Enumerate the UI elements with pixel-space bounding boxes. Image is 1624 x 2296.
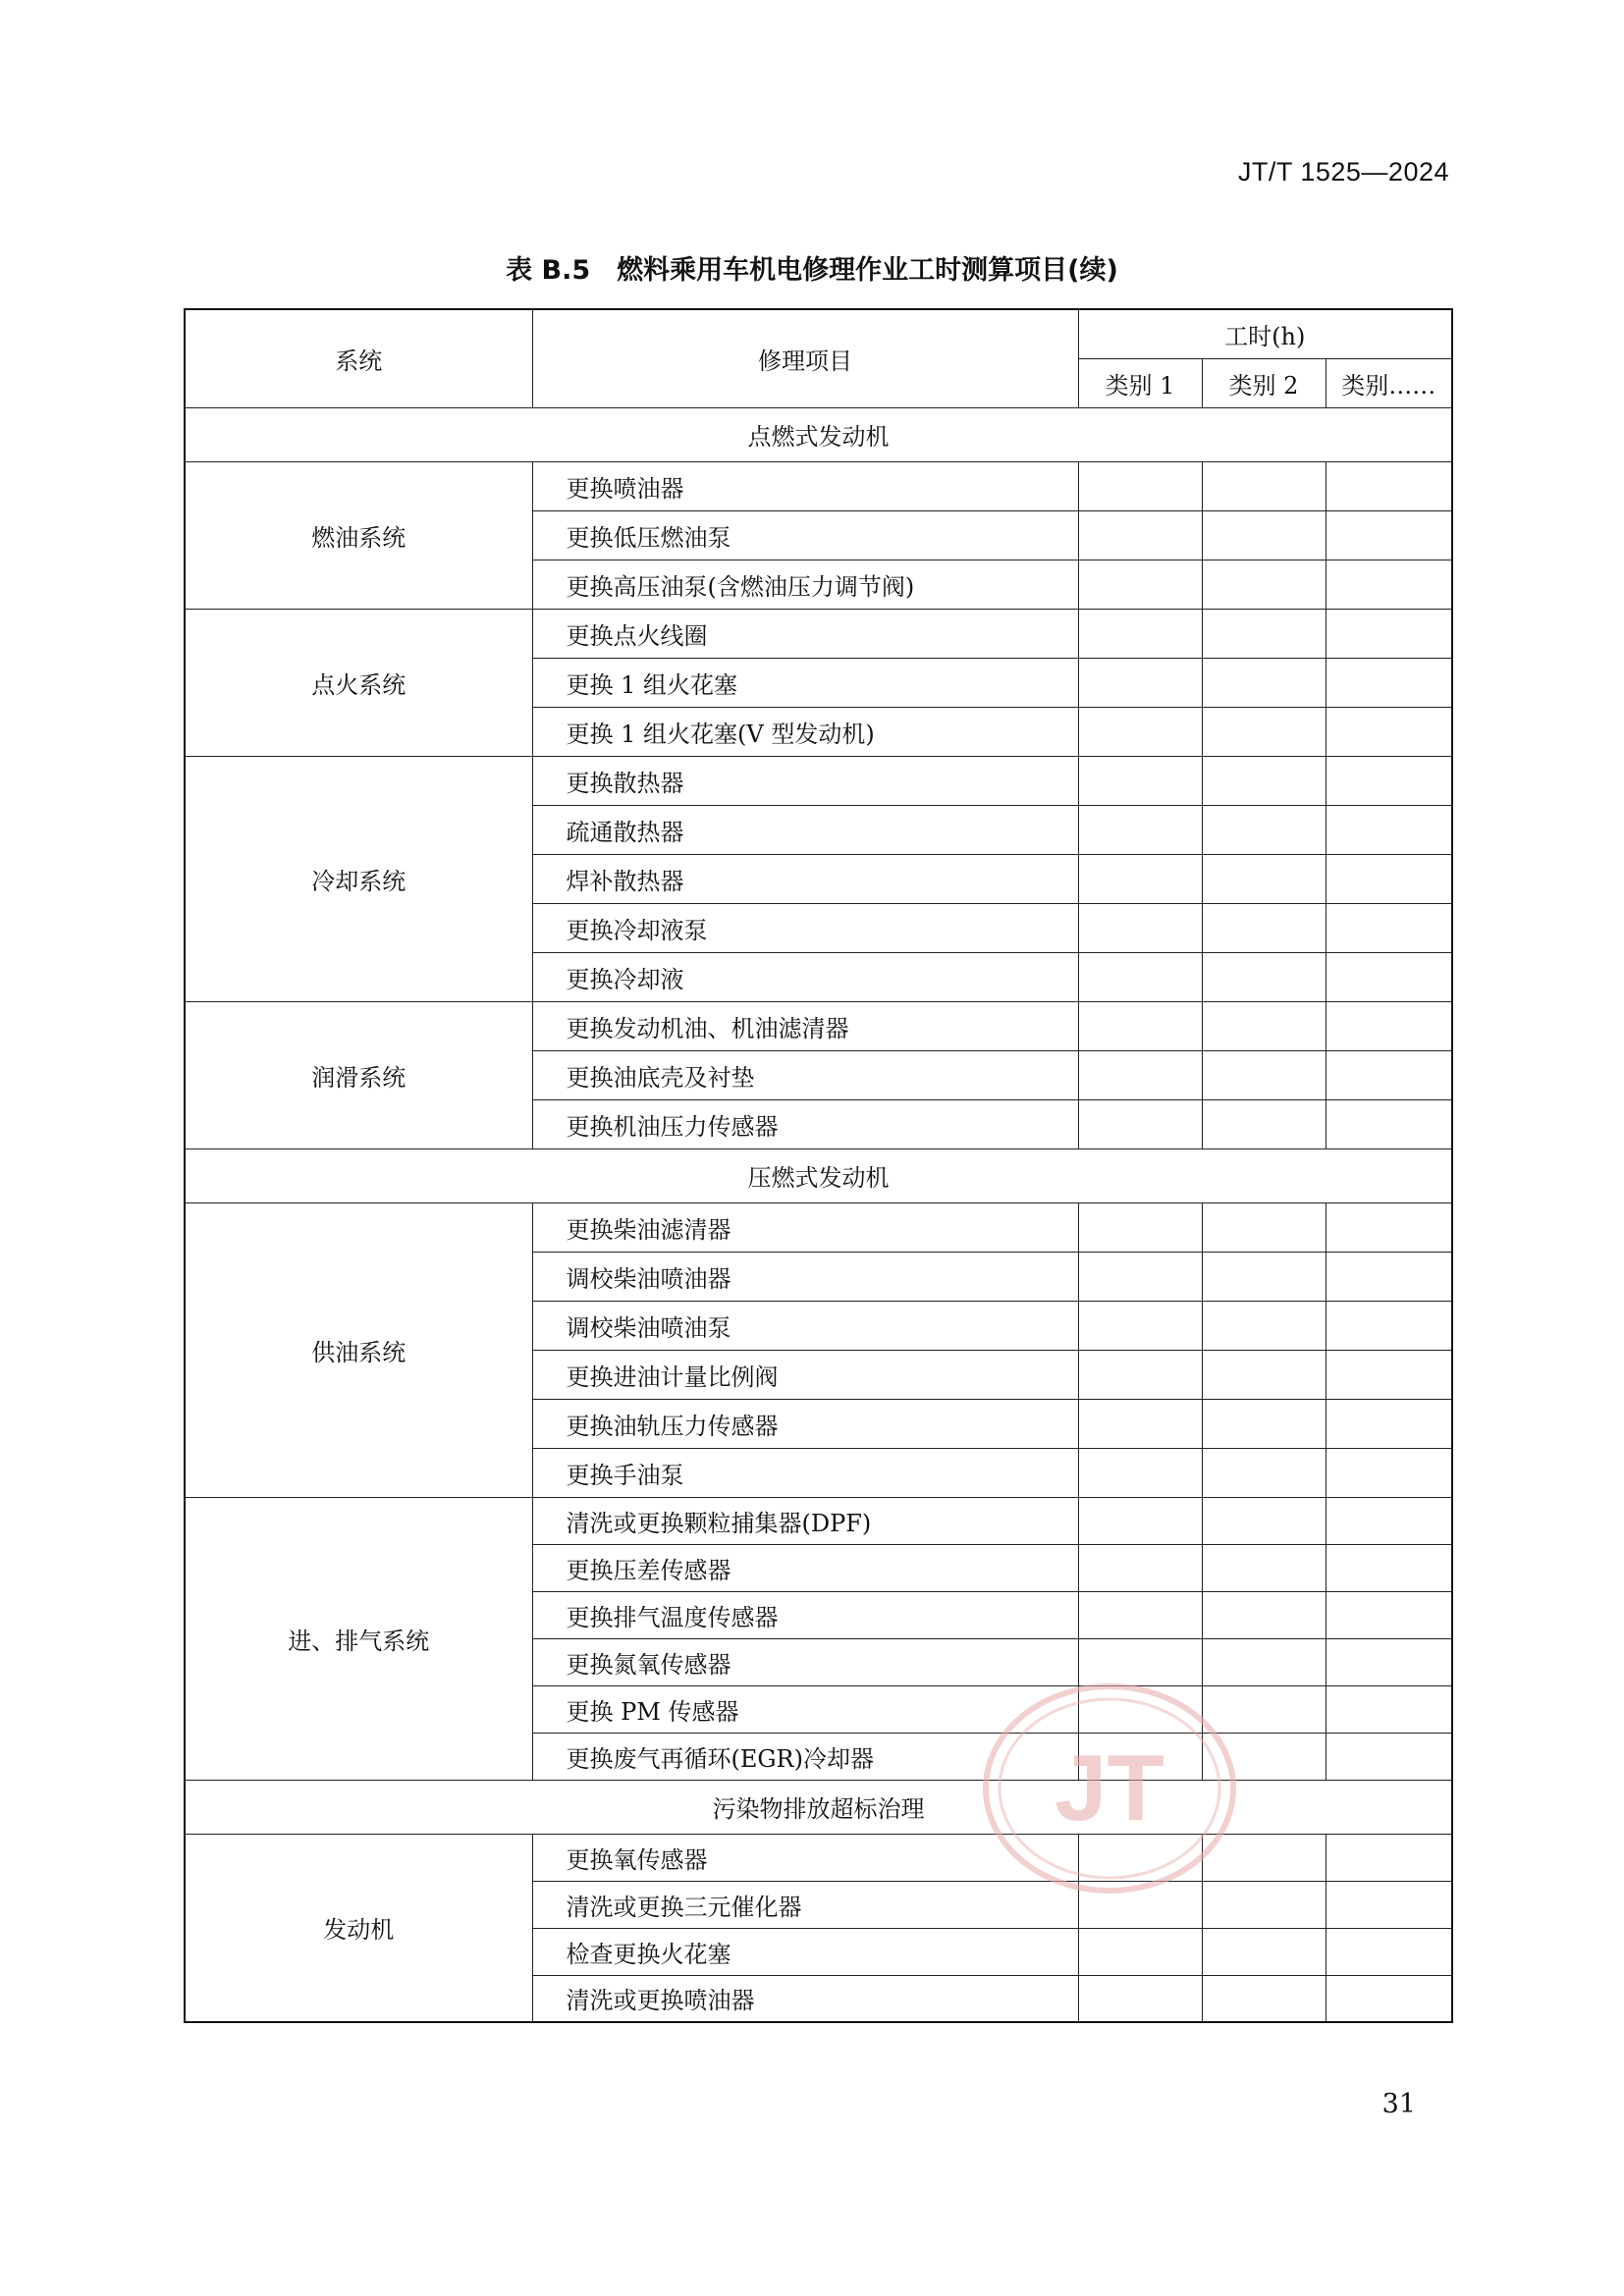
- hours-cell: [1078, 1252, 1202, 1301]
- table-row: [185, 461, 1452, 510]
- seal-text: JT: [1054, 1735, 1165, 1841]
- hours-cell: [1326, 854, 1452, 903]
- item-cell: 更换废气再循环(EGR)冷却器: [532, 1733, 1078, 1780]
- item-cell: 清洗或更换颗粒捕集器(DPF): [532, 1497, 1078, 1544]
- hours-cell: [1078, 1202, 1202, 1252]
- item-cell: 更换低压燃油泵: [532, 510, 1078, 560]
- hours-cell: [1326, 658, 1452, 707]
- header-category-1: 类别 1: [1078, 358, 1202, 407]
- system-cell: 点火系统: [185, 609, 532, 756]
- system-cell: 供油系统: [185, 1202, 532, 1497]
- section-row: [185, 1148, 1452, 1202]
- hours-cell: [1326, 805, 1452, 854]
- hours-cell: [1202, 756, 1326, 805]
- hours-cell: [1326, 1050, 1452, 1099]
- hours-cell: [1202, 1099, 1326, 1148]
- hours-cell: [1326, 461, 1452, 510]
- hours-cell: [1326, 1975, 1452, 2022]
- item-cell: 更换排气温度传感器: [532, 1591, 1078, 1638]
- hours-cell: [1202, 1001, 1326, 1050]
- hours-cell: [1078, 609, 1202, 658]
- hours-cell: [1078, 1301, 1202, 1350]
- hours-cell: [1078, 903, 1202, 952]
- hours-cell: [1078, 658, 1202, 707]
- hours-cell: [1078, 1638, 1202, 1685]
- hours-cell: [1202, 461, 1326, 510]
- item-cell: 清洗或更换喷油器: [532, 1975, 1078, 2022]
- item-cell: 更换氧传感器: [532, 1834, 1078, 1881]
- item-cell: 更换发动机油、机油滤清器: [532, 1001, 1078, 1050]
- item-cell: 更换机油压力传感器: [532, 1099, 1078, 1148]
- item-cell: 更换 PM 传感器: [532, 1685, 1078, 1733]
- hours-cell: [1202, 854, 1326, 903]
- hours-cell: [1202, 1544, 1326, 1591]
- item-cell: 清洗或更换三元催化器: [532, 1881, 1078, 1928]
- hours-cell: [1326, 1733, 1452, 1780]
- hours-cell: [1326, 756, 1452, 805]
- system-cell: 进、排气系统: [185, 1497, 532, 1780]
- hours-cell: [1078, 1928, 1202, 1975]
- item-cell: 疏通散热器: [532, 805, 1078, 854]
- hours-cell: [1326, 609, 1452, 658]
- hours-cell: [1326, 1881, 1452, 1928]
- system-cell: 冷却系统: [185, 756, 532, 1001]
- hours-cell: [1078, 1099, 1202, 1148]
- item-cell: 更换氮氧传感器: [532, 1638, 1078, 1685]
- page-number: 31: [1381, 2089, 1416, 2119]
- header-row: [185, 309, 1452, 358]
- section-title: 污染物排放超标治理: [185, 1780, 1452, 1834]
- hours-cell: [1202, 1591, 1326, 1638]
- table-row: [185, 609, 1452, 658]
- hours-cell: [1326, 1834, 1452, 1881]
- hours-cell: [1078, 510, 1202, 560]
- item-cell: 更换 1 组火花塞: [532, 658, 1078, 707]
- item-cell: 更换 1 组火花塞(V 型发动机): [532, 707, 1078, 756]
- hours-cell: [1078, 756, 1202, 805]
- item-cell: 更换压差传感器: [532, 1544, 1078, 1591]
- item-cell: 更换手油泵: [532, 1448, 1078, 1497]
- item-cell: 调校柴油喷油器: [532, 1252, 1078, 1301]
- item-cell: 更换散热器: [532, 756, 1078, 805]
- hours-cell: [1078, 461, 1202, 510]
- section-title: 点燃式发动机: [185, 407, 1452, 461]
- item-cell: 更换冷却液泵: [532, 903, 1078, 952]
- item-cell: 焊补散热器: [532, 854, 1078, 903]
- hours-cell: [1326, 1928, 1452, 1975]
- hours-cell: [1202, 1638, 1326, 1685]
- hours-cell: [1202, 805, 1326, 854]
- hours-cell: [1078, 1399, 1202, 1448]
- hours-cell: [1202, 952, 1326, 1001]
- item-cell: 更换柴油滤清器: [532, 1202, 1078, 1252]
- hours-cell: [1078, 560, 1202, 609]
- hours-cell: [1202, 1350, 1326, 1399]
- hours-cell: [1078, 1448, 1202, 1497]
- hours-cell: [1202, 1399, 1326, 1448]
- section-row: [185, 1780, 1452, 1834]
- hours-cell: [1202, 658, 1326, 707]
- item-cell: 更换喷油器: [532, 461, 1078, 510]
- hours-cell: [1326, 1448, 1452, 1497]
- hours-cell: [1326, 1252, 1452, 1301]
- header-system: 系统: [185, 309, 532, 407]
- hours-cell: [1202, 903, 1326, 952]
- hours-cell: [1202, 1301, 1326, 1350]
- hours-cell: [1202, 1928, 1326, 1975]
- hours-cell: [1078, 1591, 1202, 1638]
- hours-cell: [1078, 1050, 1202, 1099]
- hours-cell: [1326, 1301, 1452, 1350]
- hours-cell: [1326, 510, 1452, 560]
- system-cell: 燃油系统: [185, 461, 532, 609]
- hours-cell: [1326, 707, 1452, 756]
- hours-cell: [1326, 1591, 1452, 1638]
- hours-cell: [1202, 1448, 1326, 1497]
- hours-cell: [1202, 1497, 1326, 1544]
- hours-cell: [1078, 1544, 1202, 1591]
- hours-cell: [1078, 952, 1202, 1001]
- hours-cell: [1202, 510, 1326, 560]
- hours-cell: [1326, 560, 1452, 609]
- item-cell: 更换油轨压力传感器: [532, 1399, 1078, 1448]
- item-cell: 更换油底壳及衬垫: [532, 1050, 1078, 1099]
- hours-cell: [1326, 903, 1452, 952]
- table-row: [185, 1834, 1452, 1881]
- hours-cell: [1202, 707, 1326, 756]
- hours-cell: [1202, 1050, 1326, 1099]
- hours-cell: [1326, 1497, 1452, 1544]
- hours-cell: [1326, 1350, 1452, 1399]
- section-title: 压燃式发动机: [185, 1148, 1452, 1202]
- hours-cell: [1202, 1975, 1326, 2022]
- table-row: [185, 756, 1452, 805]
- header-category-more: 类别……: [1326, 358, 1452, 407]
- item-cell: 调校柴油喷油泵: [532, 1301, 1078, 1350]
- table-row: [185, 1001, 1452, 1050]
- hours-cell: [1078, 854, 1202, 903]
- hours-cell: [1326, 1099, 1452, 1148]
- section-row: [185, 407, 1452, 461]
- hours-cell: [1078, 1497, 1202, 1544]
- header-hours: 工时(h): [1078, 309, 1452, 358]
- table-row: [185, 1497, 1452, 1544]
- item-cell: 更换冷却液: [532, 952, 1078, 1001]
- standard-code: JT/T 1525—2024: [1237, 157, 1449, 187]
- header-item: 修理项目: [532, 309, 1078, 407]
- hours-cell: [1202, 1252, 1326, 1301]
- hours-cell: [1326, 952, 1452, 1001]
- hours-cell: [1202, 609, 1326, 658]
- item-cell: 更换高压油泵(含燃油压力调节阀): [532, 560, 1078, 609]
- hours-cell: [1078, 1001, 1202, 1050]
- table-row: [185, 1202, 1452, 1252]
- hours-cell: [1078, 707, 1202, 756]
- hours-cell: [1326, 1001, 1452, 1050]
- item-cell: 检查更换火花塞: [532, 1928, 1078, 1975]
- hours-cell: [1326, 1399, 1452, 1448]
- hours-cell: [1202, 560, 1326, 609]
- hours-cell: [1326, 1685, 1452, 1733]
- hours-cell: [1078, 1350, 1202, 1399]
- work-hours-table: [184, 308, 1453, 2023]
- hours-cell: [1326, 1638, 1452, 1685]
- hours-cell: [1326, 1202, 1452, 1252]
- item-cell: 更换点火线圈: [532, 609, 1078, 658]
- hours-cell: [1078, 805, 1202, 854]
- jt-watermark-seal: [982, 1681, 1237, 1896]
- system-cell: 润滑系统: [185, 1001, 532, 1148]
- header-category-2: 类别 2: [1202, 358, 1326, 407]
- item-cell: 更换进油计量比例阀: [532, 1350, 1078, 1399]
- hours-cell: [1326, 1544, 1452, 1591]
- hours-cell: [1078, 1975, 1202, 2022]
- hours-cell: [1202, 1202, 1326, 1252]
- table-title: 表 B.5 燃料乘用车机电修理作业工时测算项目(续): [506, 255, 1118, 286]
- system-cell: 发动机: [185, 1834, 532, 2022]
